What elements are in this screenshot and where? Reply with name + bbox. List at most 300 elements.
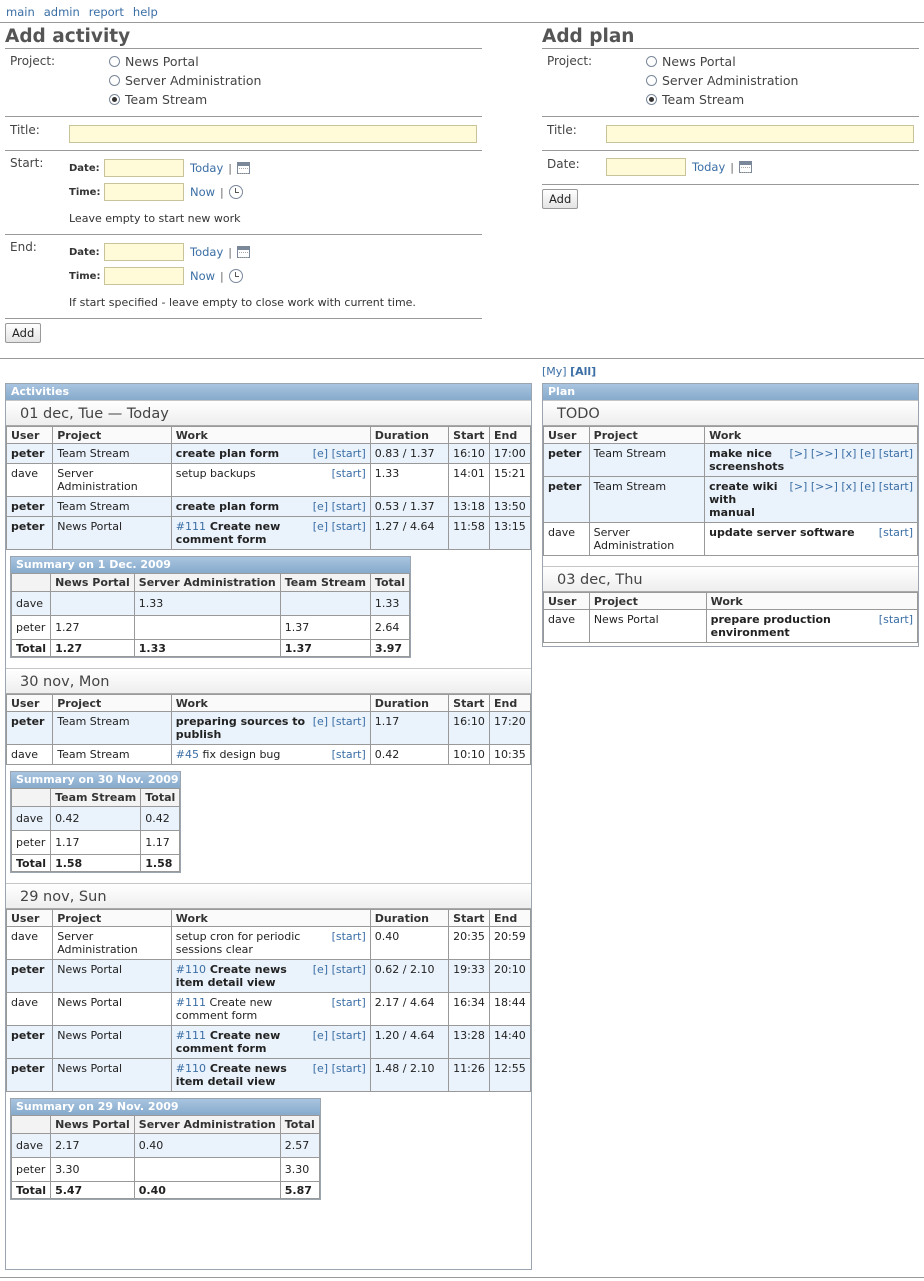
user-cell: peter — [7, 1026, 53, 1059]
summary-cell: 0.40 — [134, 1182, 280, 1199]
work-title — [176, 467, 328, 480]
project-row — [5, 49, 482, 117]
project-cell: Server Administration — [589, 523, 704, 556]
summary-cell — [280, 592, 370, 616]
table-row — [544, 523, 918, 556]
work-cell — [171, 745, 370, 765]
project-radio-option[interactable] — [109, 90, 482, 109]
end-cell: 18:44 — [490, 993, 531, 1026]
start-time-input[interactable] — [104, 183, 184, 201]
project-radio-option[interactable] — [646, 90, 919, 109]
user-cell: peter — [7, 960, 53, 993]
start-today-link[interactable]: Today — [190, 161, 224, 175]
project-label: Project: — [10, 54, 56, 68]
view-my-link[interactable]: [My] — [542, 365, 567, 378]
project-cell: Server Administration — [53, 927, 172, 960]
row-actions[interactable]: [start] — [331, 748, 366, 761]
table-row — [7, 1059, 531, 1092]
start-cell: 20:35 — [449, 927, 490, 960]
summary-row — [12, 831, 180, 855]
duration-cell: 1.48 / 2.10 — [370, 1059, 448, 1092]
column-header: End — [490, 910, 531, 927]
date-label: Date: — [547, 157, 580, 171]
user-cell: dave — [544, 523, 590, 556]
work-text: setup cron for periodic sessions clear — [175, 930, 301, 956]
work-text: create plan form — [175, 447, 280, 460]
summary-cell: peter — [12, 616, 51, 640]
view-all-link[interactable]: [All] — [570, 365, 597, 378]
column-header: User — [7, 910, 53, 927]
issue-link[interactable]: #111 — [175, 520, 207, 533]
column-header: Project — [53, 427, 172, 444]
user-cell: peter — [7, 497, 53, 517]
work-text: prepare production environment — [710, 613, 831, 639]
column-header: Start — [449, 695, 490, 712]
day-header: 29 nov, Sun — [6, 883, 531, 909]
start-time-field — [69, 180, 482, 204]
work-cell — [171, 1026, 370, 1059]
table-row — [7, 464, 531, 497]
start-row — [5, 151, 482, 235]
activities-panel — [5, 383, 532, 1270]
summary-title: Summary on 29 Nov. 2009 — [11, 1099, 320, 1115]
calendar-icon[interactable] — [739, 161, 752, 173]
duration-cell: 1.17 — [370, 712, 448, 745]
work-text: Create new comment form — [175, 520, 281, 546]
table-row — [7, 745, 531, 765]
nav-link-main[interactable]: main — [6, 5, 35, 19]
project-label: Project: — [547, 54, 593, 68]
row-actions[interactable]: [e] [start] — [312, 447, 366, 460]
column-header: Start — [449, 427, 490, 444]
plan-date-input[interactable] — [606, 158, 686, 176]
work-text: update server software — [709, 526, 855, 539]
summary-cell: 1.37 — [280, 616, 370, 640]
summary-column-header: News Portal — [51, 1116, 135, 1134]
end-cell: 17:00 — [490, 444, 531, 464]
title-row — [5, 117, 482, 151]
column-header: End — [490, 427, 531, 444]
project-cell: News Portal — [53, 1026, 172, 1059]
plan-today-link[interactable]: Today — [692, 160, 726, 174]
table-row — [7, 517, 531, 550]
work-text: fix design bug — [202, 748, 281, 761]
row-actions[interactable]: [e] [start] — [312, 1029, 366, 1042]
activities-header: Activities — [6, 384, 531, 400]
summary-cell: 1.58 — [141, 855, 180, 872]
add-plan-title: Add plan — [542, 26, 919, 49]
radio-label: Server Administration — [125, 73, 262, 88]
project-cell: Server Administration — [53, 464, 172, 497]
date-label: Date: — [69, 162, 100, 174]
separator: | — [228, 161, 232, 175]
plan-date-field — [606, 157, 919, 177]
date-label: Date: — [69, 246, 100, 258]
summary-cell: 3.30 — [280, 1158, 319, 1182]
summary-cell: 5.47 — [51, 1182, 135, 1199]
summary-cell: 3.97 — [370, 640, 409, 657]
issue-link[interactable]: #111 — [175, 996, 207, 1009]
table-row — [7, 927, 531, 960]
user-cell: dave — [544, 610, 590, 643]
work-text: preparing sources to publish — [175, 715, 306, 741]
start-cell: 11:26 — [449, 1059, 490, 1092]
work-title — [176, 715, 309, 741]
end-label: End: — [10, 240, 37, 254]
title-label: Title: — [10, 123, 40, 137]
table-row — [544, 610, 918, 643]
duration-cell: 1.33 — [370, 464, 448, 497]
summary-cell: peter — [12, 831, 51, 855]
column-header: Project — [589, 593, 706, 610]
row-actions[interactable]: [start] — [878, 613, 913, 626]
work-title — [176, 1029, 309, 1055]
column-header: Work — [171, 695, 370, 712]
summary-cell: dave — [12, 592, 51, 616]
work-cell — [171, 712, 370, 745]
project-cell: Team Stream — [53, 745, 172, 765]
project-cell: News Portal — [53, 960, 172, 993]
summary-row — [12, 1182, 320, 1199]
column-header: User — [544, 593, 590, 610]
summary-column-header: News Portal — [51, 574, 135, 592]
divider — [0, 22, 924, 23]
start-cell: 16:34 — [449, 993, 490, 1026]
work-title — [176, 500, 309, 513]
project-radio-group — [542, 49, 919, 113]
column-header: User — [7, 427, 53, 444]
start-cell: 11:58 — [449, 517, 490, 550]
start-cell: 13:28 — [449, 1026, 490, 1059]
activities-table — [6, 426, 531, 550]
row-actions[interactable]: [>] [>>] [x] [e] [start] — [789, 480, 913, 493]
radio-button-icon[interactable] — [109, 94, 120, 105]
activities-table — [6, 909, 531, 1092]
day-summary — [10, 1098, 321, 1200]
end-cell: 13:50 — [490, 497, 531, 517]
project-cell: Team Stream — [53, 444, 172, 464]
end-cell: 10:35 — [490, 745, 531, 765]
work-title — [176, 748, 328, 761]
table-row — [7, 1026, 531, 1059]
issue-link[interactable]: #110 — [175, 963, 207, 976]
table-row — [7, 444, 531, 464]
work-text: setup backups — [175, 467, 256, 480]
radio-button-icon[interactable] — [109, 75, 120, 86]
start-cell: 13:18 — [449, 497, 490, 517]
issue-link[interactable]: #110 — [175, 1062, 207, 1075]
row-actions[interactable]: [e] [start] — [312, 963, 366, 976]
summary-column-header: Total — [370, 574, 409, 592]
summary-cell: Total — [12, 855, 51, 872]
user-cell: peter — [7, 517, 53, 550]
calendar-icon[interactable] — [237, 246, 250, 258]
radio-button-icon[interactable] — [646, 56, 657, 67]
summary-table — [11, 1115, 320, 1199]
work-text: make nice screenshots — [709, 447, 785, 473]
end-time-field — [69, 264, 482, 288]
summary-column-header: Server Administration — [134, 574, 280, 592]
user-cell: dave — [7, 993, 53, 1026]
work-cell — [171, 993, 370, 1026]
plan-panel — [542, 383, 919, 647]
column-header: Work — [171, 910, 370, 927]
summary-cell: 3.30 — [51, 1158, 135, 1182]
project-radio-option[interactable] — [109, 71, 482, 90]
add-plan-button[interactable]: Add — [542, 189, 578, 209]
start-date-field — [69, 156, 482, 180]
summary-row — [12, 855, 180, 872]
table-row — [544, 477, 918, 523]
row-actions[interactable]: [start] — [331, 467, 366, 480]
divider — [0, 358, 924, 359]
title-input[interactable] — [69, 125, 477, 143]
radio-button-icon[interactable] — [646, 75, 657, 86]
work-title — [176, 1062, 309, 1088]
time-label: Time: — [69, 270, 101, 282]
end-cell: 15:21 — [490, 464, 531, 497]
user-cell: dave — [7, 927, 53, 960]
end-time-input[interactable] — [104, 267, 184, 285]
project-cell: Team Stream — [53, 712, 172, 745]
duration-cell: 0.40 — [370, 927, 448, 960]
work-text: create wiki with manual — [709, 480, 778, 519]
summary-cell: 1.33 — [370, 592, 409, 616]
day-header: 01 dec, Tue — Today — [6, 400, 531, 426]
summary-cell — [134, 1158, 280, 1182]
column-header: Project — [589, 427, 704, 444]
top-nav — [6, 5, 167, 19]
summary-title: Summary on 30 Nov. 2009 — [11, 772, 180, 788]
calendar-icon[interactable] — [237, 162, 250, 174]
radio-label: Server Administration — [662, 73, 799, 88]
plan-table — [543, 426, 918, 556]
work-cell — [171, 927, 370, 960]
duration-cell: 1.27 / 4.64 — [370, 517, 448, 550]
plan-table — [543, 592, 918, 643]
start-now-link[interactable]: Now — [190, 185, 216, 199]
summary-column-header: Total — [280, 1116, 319, 1134]
user-cell: peter — [7, 444, 53, 464]
view-selector — [542, 365, 596, 378]
end-note: If start specified - leave empty to close work with current time. — [69, 296, 416, 309]
start-cell: 10:10 — [449, 745, 490, 765]
work-text: create plan form — [175, 500, 280, 513]
day-header: 30 nov, Mon — [6, 668, 531, 694]
column-header: Duration — [370, 695, 448, 712]
end-cell: 14:40 — [490, 1026, 531, 1059]
summary-row — [12, 1158, 320, 1182]
work-title — [176, 996, 328, 1022]
summary-cell: 0.42 — [141, 807, 180, 831]
column-header: End — [490, 695, 531, 712]
summary-row — [12, 592, 410, 616]
row-actions[interactable]: [>] [>>] [x] [e] [start] — [789, 447, 913, 460]
row-actions[interactable]: [start] — [878, 526, 913, 539]
start-cell: 16:10 — [449, 444, 490, 464]
radio-label: Team Stream — [662, 92, 745, 107]
work-cell — [705, 477, 918, 523]
end-today-link[interactable]: Today — [190, 245, 224, 259]
work-text: Create news item detail view — [175, 1062, 287, 1088]
separator: | — [228, 245, 232, 259]
summary-column-header: Server Administration — [134, 1116, 280, 1134]
project-cell: Team Stream — [53, 497, 172, 517]
project-cell: News Portal — [53, 1059, 172, 1092]
add-plan-form — [542, 26, 919, 209]
clock-icon[interactable] — [229, 185, 243, 199]
summary-table — [11, 573, 410, 657]
summary-cell: 1.17 — [51, 831, 141, 855]
add-activity-form — [5, 26, 482, 343]
user-cell: dave — [7, 464, 53, 497]
user-cell: peter — [544, 477, 590, 523]
project-row — [542, 49, 919, 117]
issue-link[interactable]: #45 — [175, 748, 200, 761]
row-actions[interactable]: [e] [start] — [312, 1062, 366, 1075]
start-cell: 19:33 — [449, 960, 490, 993]
duration-cell: 0.62 / 2.10 — [370, 960, 448, 993]
project-radio-option[interactable] — [646, 71, 919, 90]
clock-icon[interactable] — [229, 269, 243, 283]
duration-cell: 0.83 / 1.37 — [370, 444, 448, 464]
column-header: Work — [171, 427, 370, 444]
work-cell — [705, 444, 918, 477]
day-summary — [10, 556, 411, 658]
project-cell: News Portal — [53, 993, 172, 1026]
end-date-field — [69, 240, 482, 264]
project-radio-option[interactable] — [109, 52, 482, 71]
summary-cell: 2.17 — [51, 1134, 135, 1158]
issue-link[interactable]: #111 — [175, 1029, 207, 1042]
separator: | — [730, 160, 734, 174]
column-header: Duration — [370, 427, 448, 444]
column-header: User — [7, 695, 53, 712]
duration-cell: 1.20 / 4.64 — [370, 1026, 448, 1059]
summary-column-header: Total — [141, 789, 180, 807]
work-cell — [705, 523, 918, 556]
summary-cell: 5.87 — [280, 1182, 319, 1199]
summary-row — [12, 807, 180, 831]
summary-cell: 1.58 — [51, 855, 141, 872]
summary-cell: 2.57 — [280, 1134, 319, 1158]
radio-label: Team Stream — [125, 92, 208, 107]
work-title — [176, 930, 328, 956]
column-header: Work — [706, 593, 917, 610]
row-actions[interactable]: [e] [start] — [312, 520, 366, 533]
user-cell: peter — [544, 444, 590, 477]
project-cell: News Portal — [589, 610, 706, 643]
project-radio-group — [5, 49, 482, 113]
summary-cell: Total — [12, 640, 51, 657]
row-actions[interactable]: [e] [start] — [312, 500, 366, 513]
summary-cell: dave — [12, 1134, 51, 1158]
nav-link-report[interactable]: report — [88, 5, 124, 19]
summary-cell: 1.17 — [141, 831, 180, 855]
row-actions[interactable]: [e] [start] — [312, 715, 366, 728]
add-activity-title: Add activity — [5, 26, 482, 49]
user-cell: peter — [7, 712, 53, 745]
column-header: Start — [449, 910, 490, 927]
end-cell: 12:55 — [490, 1059, 531, 1092]
work-text: Create new comment form — [175, 996, 273, 1022]
radio-label: News Portal — [662, 54, 736, 69]
radio-button-icon[interactable] — [109, 56, 120, 67]
separator: | — [220, 185, 224, 199]
summary-column-header — [12, 574, 51, 592]
column-header: Project — [53, 695, 172, 712]
start-note: Leave empty to start new work — [69, 212, 241, 225]
divider — [0, 1277, 924, 1278]
work-cell — [171, 517, 370, 550]
table-row — [7, 712, 531, 745]
work-text: Create new comment form — [175, 1029, 281, 1055]
day-summary — [10, 771, 181, 873]
summary-cell — [134, 616, 280, 640]
summary-column-header: Team Stream — [280, 574, 370, 592]
work-cell — [171, 464, 370, 497]
work-text: Create news item detail view — [175, 963, 287, 989]
radio-button-icon[interactable] — [646, 94, 657, 105]
summary-column-header — [12, 789, 51, 807]
summary-cell: 1.27 — [51, 640, 135, 657]
nav-link-admin[interactable]: admin — [43, 5, 80, 19]
end-cell: 20:59 — [490, 927, 531, 960]
summary-title: Summary on 1 Dec. 2009 — [11, 557, 410, 573]
user-cell: dave — [7, 745, 53, 765]
column-header: Project — [53, 910, 172, 927]
start-date-input[interactable] — [104, 159, 184, 177]
title-label: Title: — [547, 123, 577, 137]
summary-cell: 1.33 — [134, 640, 280, 657]
work-cell — [171, 960, 370, 993]
plan-title-input[interactable] — [606, 125, 914, 143]
summary-column-header — [12, 1116, 51, 1134]
end-cell: 17:20 — [490, 712, 531, 745]
start-cell: 14:01 — [449, 464, 490, 497]
duration-cell: 2.17 / 4.64 — [370, 993, 448, 1026]
end-row — [5, 235, 482, 319]
plan-header: Plan — [543, 384, 918, 400]
nav-link-help[interactable]: help — [132, 5, 158, 19]
summary-cell — [51, 592, 135, 616]
end-now-link[interactable]: Now — [190, 269, 216, 283]
work-title — [176, 520, 309, 546]
work-cell — [171, 497, 370, 517]
add-activity-button[interactable]: Add — [5, 323, 41, 343]
summary-cell: dave — [12, 807, 51, 831]
summary-cell: 2.64 — [370, 616, 409, 640]
project-cell: News Portal — [53, 517, 172, 550]
project-radio-option[interactable] — [646, 52, 919, 71]
summary-row — [12, 616, 410, 640]
table-row — [7, 960, 531, 993]
table-row — [7, 993, 531, 1026]
column-header: Duration — [370, 910, 448, 927]
work-title — [176, 963, 309, 989]
summary-table — [11, 788, 180, 872]
row-actions[interactable]: [start] — [331, 996, 366, 1009]
plan-group-header: TODO — [543, 400, 918, 426]
activities-table — [6, 694, 531, 765]
project-cell: Team Stream — [589, 477, 704, 523]
summary-row — [12, 640, 410, 657]
summary-row — [12, 1134, 320, 1158]
work-cell — [171, 444, 370, 464]
column-header: User — [544, 427, 590, 444]
end-date-input[interactable] — [104, 243, 184, 261]
row-actions[interactable]: [start] — [331, 930, 366, 943]
